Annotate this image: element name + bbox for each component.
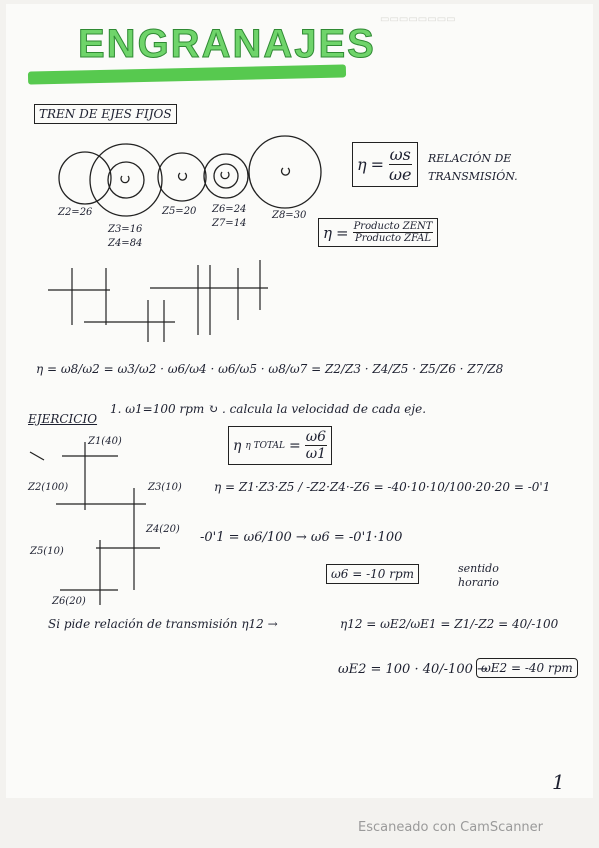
- gear-label-z6: Z6(20): [52, 596, 86, 607]
- formula-ratio: η = $\frac{\omega s}{\omega e}$: [352, 142, 418, 187]
- formula-products: η = $\frac{\text{Producto ZENT}}{\text{Producto ZFAL}}$: [318, 218, 438, 247]
- result-1-note: sentido horario: [458, 562, 499, 589]
- result-2: ωE2 = -40 rpm: [476, 658, 578, 678]
- gear-label-z8: Z8=30: [272, 210, 307, 221]
- gear-train-drawing: [59, 136, 321, 216]
- equation-4: ωE2 = 100 · 40/-100 →: [338, 662, 488, 677]
- page-title: ENGRANAJES: [78, 22, 376, 66]
- bleed-through-text: ▭▭▭▭▭▭▭▭: [380, 14, 456, 25]
- gear-label-z1: Z1(40): [88, 436, 122, 447]
- fraction: $\frac{\omega 6}{\omega 1}$: [305, 429, 327, 462]
- gear-z5: [158, 153, 206, 201]
- fraction: $\frac{\text{Producto ZENT}}{\text{Producto ZFAL}}$: [353, 221, 433, 244]
- eta-symbol: η: [357, 155, 367, 174]
- formula-chain: η = ω8/ω2 = ω3/ω2 · ω6/ω4 · ω6/ω5 · ω8/ω7 = Z2/Z3 · Z4/Z5 · Z5/Z6 · Z7/Z8: [36, 362, 504, 376]
- formula-label: RELACIÓN DE TRANSMISIÓN.: [428, 152, 518, 183]
- gear-z2: [59, 152, 111, 204]
- gear-label-z5: Z5(10): [30, 546, 64, 557]
- gear-label-z3: Z3(10): [148, 482, 182, 493]
- section-heading: TREN DE EJES FIJOS: [34, 104, 177, 124]
- gear-label-z2: Z2(100): [28, 482, 69, 493]
- equation-2: -0'1 = ω6/100 → ω6 = -0'1·100: [200, 530, 403, 545]
- fraction: $\frac{\omega s}{\omega e}$: [389, 145, 412, 184]
- equation-3: η12 = ωE2/ωE1 = Z1/-Z2 = 40/-100: [340, 617, 559, 631]
- gear-label-z3: Z3=16: [108, 224, 143, 235]
- gear-z7: [214, 164, 238, 188]
- gear-label-z7: Z7=14: [212, 218, 247, 229]
- equation-1: η = Z1·Z3·Z5 / -Z2·Z4·-Z6 = -40·10·10/100·20·20 = -0'1: [214, 480, 551, 494]
- gear-z6: [204, 154, 248, 198]
- eta-symbol: η: [323, 223, 332, 242]
- exercise-shaft-diagram: [30, 442, 160, 605]
- result-1: ω6 = -10 rpm: [326, 564, 419, 584]
- gear-label-z6: Z6=24: [212, 204, 247, 215]
- gear-z4: [108, 162, 144, 198]
- gear-label-z5: Z5=20: [162, 206, 197, 217]
- total-ratio-box: η η TOTAL = $\frac{\omega 6}{\omega 1}$: [228, 426, 332, 465]
- total-label: η TOTAL: [245, 440, 286, 451]
- gear-label-z4: Z4(20): [146, 524, 180, 535]
- exercise-heading: EJERCICIO: [28, 412, 98, 426]
- page-number: 1: [552, 770, 565, 794]
- equation-3-text: Si pide relación de transmisión η12 →: [48, 617, 278, 631]
- shaft-diagram: [48, 260, 268, 342]
- gear-label-z4: Z4=84: [108, 238, 143, 249]
- scanner-watermark: Escaneado con CamScanner: [358, 820, 544, 835]
- gear-z3: [90, 144, 162, 216]
- gear-z8: [249, 136, 321, 208]
- exercise-statement: 1. ω1=100 rpm ↻ . calcula la velocidad de cada eje.: [110, 402, 427, 416]
- gear-label-z2: Z2=26: [58, 207, 93, 218]
